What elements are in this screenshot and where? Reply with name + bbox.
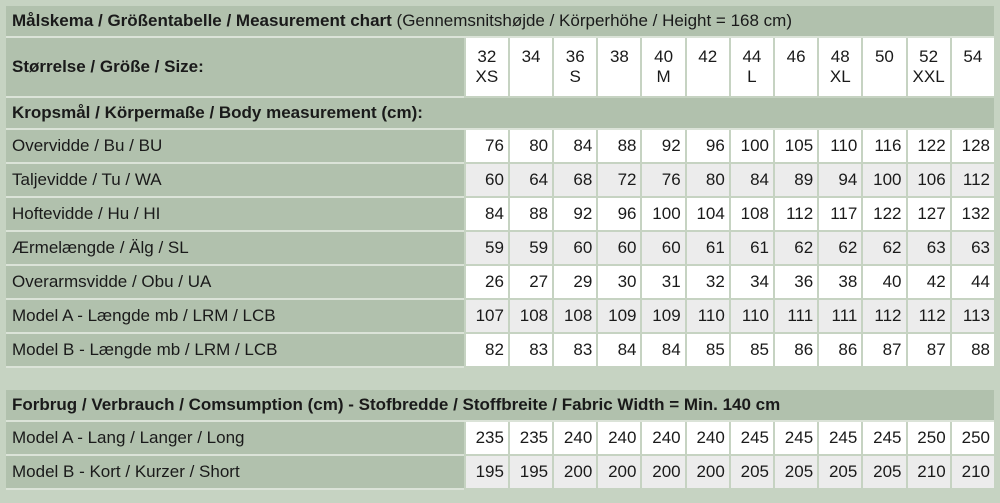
value-cell: 210 — [950, 456, 994, 490]
size-code: XS — [475, 67, 499, 86]
value-cell: 83 — [508, 334, 552, 368]
row-label: Model A - Lang / Langer / Long — [6, 422, 464, 456]
value-cell: 240 — [596, 422, 640, 456]
value-cell: 38 — [817, 266, 861, 300]
size-header-row — [6, 38, 994, 98]
value-cell: 40 — [861, 266, 905, 300]
size-header-cell — [729, 38, 773, 98]
value-cell: 32 — [685, 266, 729, 300]
value-cell: 44 — [950, 266, 994, 300]
value-cell: 112 — [906, 300, 950, 334]
size-code — [952, 67, 994, 87]
value-cell: 42 — [906, 266, 950, 300]
value-cell: 59 — [508, 232, 552, 266]
measurement-row — [6, 198, 994, 232]
value-cell: 240 — [685, 422, 729, 456]
value-cell: 111 — [817, 300, 861, 334]
value-cell: 195 — [508, 456, 552, 490]
value-cell: 34 — [729, 266, 773, 300]
value-cell: 80 — [508, 130, 552, 164]
value-cell: 80 — [685, 164, 729, 198]
fabric-row — [6, 422, 994, 456]
measurement-row — [6, 334, 994, 368]
size-code — [863, 67, 905, 87]
size-code — [687, 67, 729, 87]
value-cell: 96 — [596, 198, 640, 232]
value-cell: 29 — [552, 266, 596, 300]
value-cell: 110 — [817, 130, 861, 164]
size-code — [510, 67, 552, 87]
value-cell: 62 — [817, 232, 861, 266]
value-cell: 88 — [508, 198, 552, 232]
size-header-cell — [552, 38, 596, 98]
value-cell: 245 — [729, 422, 773, 456]
value-cell: 84 — [596, 334, 640, 368]
value-cell: 250 — [950, 422, 994, 456]
value-cell: 245 — [817, 422, 861, 456]
body-section-row — [6, 98, 994, 130]
size-code: XL — [829, 67, 851, 86]
value-cell: 64 — [508, 164, 552, 198]
value-cell: 92 — [640, 130, 684, 164]
value-cell: 62 — [861, 232, 905, 266]
size-number: 38 — [609, 47, 629, 66]
value-cell: 235 — [464, 422, 508, 456]
size-header-cell — [640, 38, 684, 98]
chart-title-row — [6, 6, 994, 38]
value-cell: 116 — [861, 130, 905, 164]
value-cell: 59 — [464, 232, 508, 266]
size-code: M — [656, 67, 671, 86]
value-cell: 195 — [464, 456, 508, 490]
row-label: Model B - Kort / Kurzer / Short — [6, 456, 464, 490]
value-cell: 88 — [950, 334, 994, 368]
value-cell: 87 — [861, 334, 905, 368]
row-label: Hoftevidde / Hu / HI — [6, 198, 464, 232]
value-cell: 86 — [817, 334, 861, 368]
size-code — [775, 67, 817, 87]
size-number: 54 — [963, 47, 983, 66]
value-cell: 107 — [464, 300, 508, 334]
size-header-cell — [773, 38, 817, 98]
value-cell: 104 — [685, 198, 729, 232]
value-cell: 76 — [464, 130, 508, 164]
size-table — [6, 6, 994, 368]
value-cell: 113 — [950, 300, 994, 334]
value-cell: 82 — [464, 334, 508, 368]
value-cell: 36 — [773, 266, 817, 300]
value-cell: 61 — [685, 232, 729, 266]
value-cell: 61 — [729, 232, 773, 266]
value-cell: 72 — [596, 164, 640, 198]
size-number: 50 — [874, 47, 894, 66]
value-cell: 60 — [464, 164, 508, 198]
value-cell: 94 — [817, 164, 861, 198]
value-cell: 62 — [773, 232, 817, 266]
value-cell: 240 — [640, 422, 684, 456]
value-cell: 250 — [906, 422, 950, 456]
row-label: Overarmsvidde / Obu / UA — [6, 266, 464, 300]
value-cell: 84 — [729, 164, 773, 198]
measurement-row — [6, 232, 994, 266]
value-cell: 117 — [817, 198, 861, 232]
row-label: Ærmelængde / Älg / SL — [6, 232, 464, 266]
value-cell: 96 — [685, 130, 729, 164]
value-cell: 31 — [640, 266, 684, 300]
value-cell: 86 — [773, 334, 817, 368]
body-section-heading: Kropsmål / Körpermaße / Body measurement (cm): — [6, 98, 994, 130]
size-number: 48 — [830, 47, 850, 66]
value-cell: 111 — [773, 300, 817, 334]
value-cell: 89 — [773, 164, 817, 198]
value-cell: 122 — [861, 198, 905, 232]
value-cell: 84 — [552, 130, 596, 164]
measurement-row — [6, 164, 994, 198]
size-number: 34 — [521, 47, 541, 66]
value-cell: 245 — [773, 422, 817, 456]
size-number: 44 — [742, 47, 762, 66]
measurement-row — [6, 300, 994, 334]
size-header-cell — [906, 38, 950, 98]
value-cell: 92 — [552, 198, 596, 232]
value-cell: 100 — [640, 198, 684, 232]
value-cell: 30 — [596, 266, 640, 300]
fabric-row — [6, 456, 994, 490]
size-code: XXL — [912, 67, 945, 86]
value-cell: 100 — [861, 164, 905, 198]
fabric-table — [6, 390, 994, 490]
value-cell: 245 — [861, 422, 905, 456]
size-header-cell — [464, 38, 508, 98]
value-cell: 60 — [596, 232, 640, 266]
value-cell: 122 — [906, 130, 950, 164]
size-header-cell — [861, 38, 905, 98]
value-cell: 200 — [685, 456, 729, 490]
value-cell: 112 — [773, 198, 817, 232]
value-cell: 84 — [464, 198, 508, 232]
value-cell: 87 — [906, 334, 950, 368]
value-cell: 210 — [906, 456, 950, 490]
size-code — [598, 67, 640, 87]
chart-title: Målskema / Größentabelle / Measurement chart — [12, 11, 392, 30]
size-header-cell — [950, 38, 994, 98]
size-number: 46 — [786, 47, 806, 66]
chart-subtitle: (Gennemsnitshøjde / Körperhöhe / Height = 168 cm) — [396, 11, 792, 30]
size-number: 32 — [477, 47, 497, 66]
value-cell: 128 — [950, 130, 994, 164]
size-code: L — [747, 67, 757, 86]
value-cell: 109 — [640, 300, 684, 334]
value-cell: 110 — [685, 300, 729, 334]
value-cell: 26 — [464, 266, 508, 300]
size-header-cell — [508, 38, 552, 98]
value-cell: 84 — [640, 334, 684, 368]
row-label: Overvidde / Bu / BU — [6, 130, 464, 164]
size-header-cell — [596, 38, 640, 98]
value-cell: 105 — [773, 130, 817, 164]
value-cell: 127 — [906, 198, 950, 232]
row-label: Taljevidde / Tu / WA — [6, 164, 464, 198]
value-cell: 108 — [552, 300, 596, 334]
value-cell: 76 — [640, 164, 684, 198]
value-cell: 83 — [552, 334, 596, 368]
value-cell: 240 — [552, 422, 596, 456]
value-cell: 108 — [729, 198, 773, 232]
value-cell: 132 — [950, 198, 994, 232]
row-label: Model A - Længde mb / LRM / LCB — [6, 300, 464, 334]
measurement-row — [6, 266, 994, 300]
size-code: S — [569, 67, 581, 86]
size-number: 42 — [698, 47, 718, 66]
value-cell: 110 — [729, 300, 773, 334]
value-cell: 63 — [950, 232, 994, 266]
size-number: 52 — [919, 47, 939, 66]
size-header-cell — [685, 38, 729, 98]
value-cell: 109 — [596, 300, 640, 334]
value-cell: 27 — [508, 266, 552, 300]
value-cell: 205 — [729, 456, 773, 490]
size-number: 36 — [565, 47, 585, 66]
value-cell: 200 — [552, 456, 596, 490]
value-cell: 63 — [906, 232, 950, 266]
fabric-section-heading: Forbrug / Verbrauch / Comsumption (cm) - Stofbredde / Stoffbreite / Fabric Width = Min. 140 cm — [6, 390, 994, 422]
value-cell: 205 — [861, 456, 905, 490]
value-cell: 235 — [508, 422, 552, 456]
value-cell: 200 — [640, 456, 684, 490]
value-cell: 112 — [861, 300, 905, 334]
value-cell: 108 — [508, 300, 552, 334]
value-cell: 60 — [640, 232, 684, 266]
row-label: Model B - Længde mb / LRM / LCB — [6, 334, 464, 368]
value-cell: 100 — [729, 130, 773, 164]
size-label: Størrelse / Größe / Size: — [6, 38, 464, 98]
value-cell: 68 — [552, 164, 596, 198]
value-cell: 85 — [729, 334, 773, 368]
value-cell: 85 — [685, 334, 729, 368]
value-cell: 60 — [552, 232, 596, 266]
size-number: 40 — [654, 47, 674, 66]
value-cell: 205 — [773, 456, 817, 490]
value-cell: 205 — [817, 456, 861, 490]
value-cell: 112 — [950, 164, 994, 198]
measurement-row — [6, 130, 994, 164]
value-cell: 88 — [596, 130, 640, 164]
value-cell: 106 — [906, 164, 950, 198]
measurement-chart — [6, 6, 994, 490]
value-cell: 200 — [596, 456, 640, 490]
fabric-section-row — [6, 390, 994, 422]
size-header-cell — [817, 38, 861, 98]
